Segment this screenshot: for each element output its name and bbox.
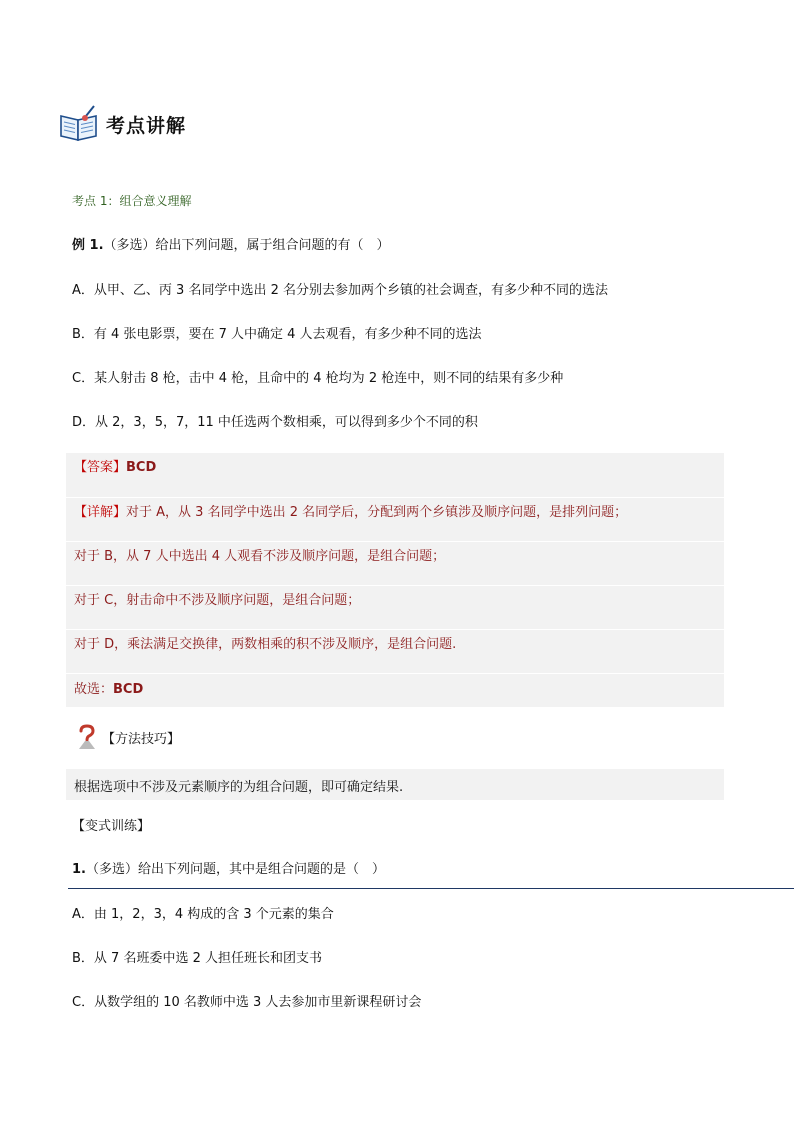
final-answer-value: BCD: [113, 682, 144, 697]
variant-option-a: A．由 1，2，3，4 构成的含 3 个元素的集合: [72, 907, 334, 922]
example-question: 例 1.（多选）给出下列问题，属于组合问题的有（ ）: [72, 238, 390, 253]
book-icon: [58, 104, 100, 144]
example-option-a: A．从甲、乙、丙 3 名同学中选出 2 名分别去参加两个乡镇的社会调查，有多少种不同的选法: [72, 283, 608, 298]
answer-value: BCD: [126, 460, 157, 475]
section-title: 考点讲解: [106, 114, 187, 137]
variant-option-b: B．从 7 名班委中选 2 人担任班长和团支书: [72, 951, 322, 966]
method-header: [76, 724, 180, 750]
method-title: 【方法技巧】: [102, 731, 181, 747]
variant-number: 1.: [72, 862, 86, 877]
detail-line-1: 【详解】对于 A，从 3 名同学中选出 2 名同学后，分配到两个乡镇涉及顺序问题，是排列问题；: [74, 505, 628, 520]
detail-line-2: 对于 B，从 7 人中选出 4 人观看不涉及顺序问题，是组合问题；: [74, 549, 446, 564]
detail-tag: 【详解】: [74, 505, 127, 520]
answer-box: [66, 453, 724, 707]
method-text: 根据选项中不涉及元素顺序的为组合问题，即可确定结果.: [74, 780, 404, 795]
knowledge-point-title: 考点 1：组合意义理解: [72, 194, 192, 208]
example-option-c: C．某人射击 8 枪，击中 4 枪，且命中的 4 枪均为 2 枪连中，则不同的结果有多少种: [72, 371, 564, 386]
method-box: [66, 769, 724, 800]
variant-title: 【变式训练】: [72, 819, 151, 834]
final-answer-line: 故选：BCD: [74, 682, 144, 697]
answer-line: [74, 459, 156, 477]
answer-tag: 【答案】: [74, 460, 127, 475]
detail-line-3: 对于 C，射击命中不涉及顺序问题，是组合问题；: [74, 593, 361, 608]
example-option-b: B．有 4 张电影票，要在 7 人中确定 4 人去观看，有多少种不同的选法: [72, 327, 482, 342]
variant-option-c: C．从数学组的 10 名教师中选 3 人去参加市里新课程研讨会: [72, 995, 422, 1010]
example-option-d: D．从 2，3，5，7，11 中任选两个数相乘，可以得到多少个不同的积: [72, 415, 478, 430]
example-number: 例 1.: [72, 238, 104, 253]
section-header: [58, 104, 186, 144]
divider: [68, 888, 794, 889]
question-mark-icon: [76, 724, 98, 750]
detail-line-4: 对于 D，乘法满足交换律，两数相乘的积不涉及顺序，是组合问题.: [74, 637, 457, 652]
variant-question: 1.（多选）给出下列问题，其中是组合问题的是（ ）: [72, 862, 385, 877]
